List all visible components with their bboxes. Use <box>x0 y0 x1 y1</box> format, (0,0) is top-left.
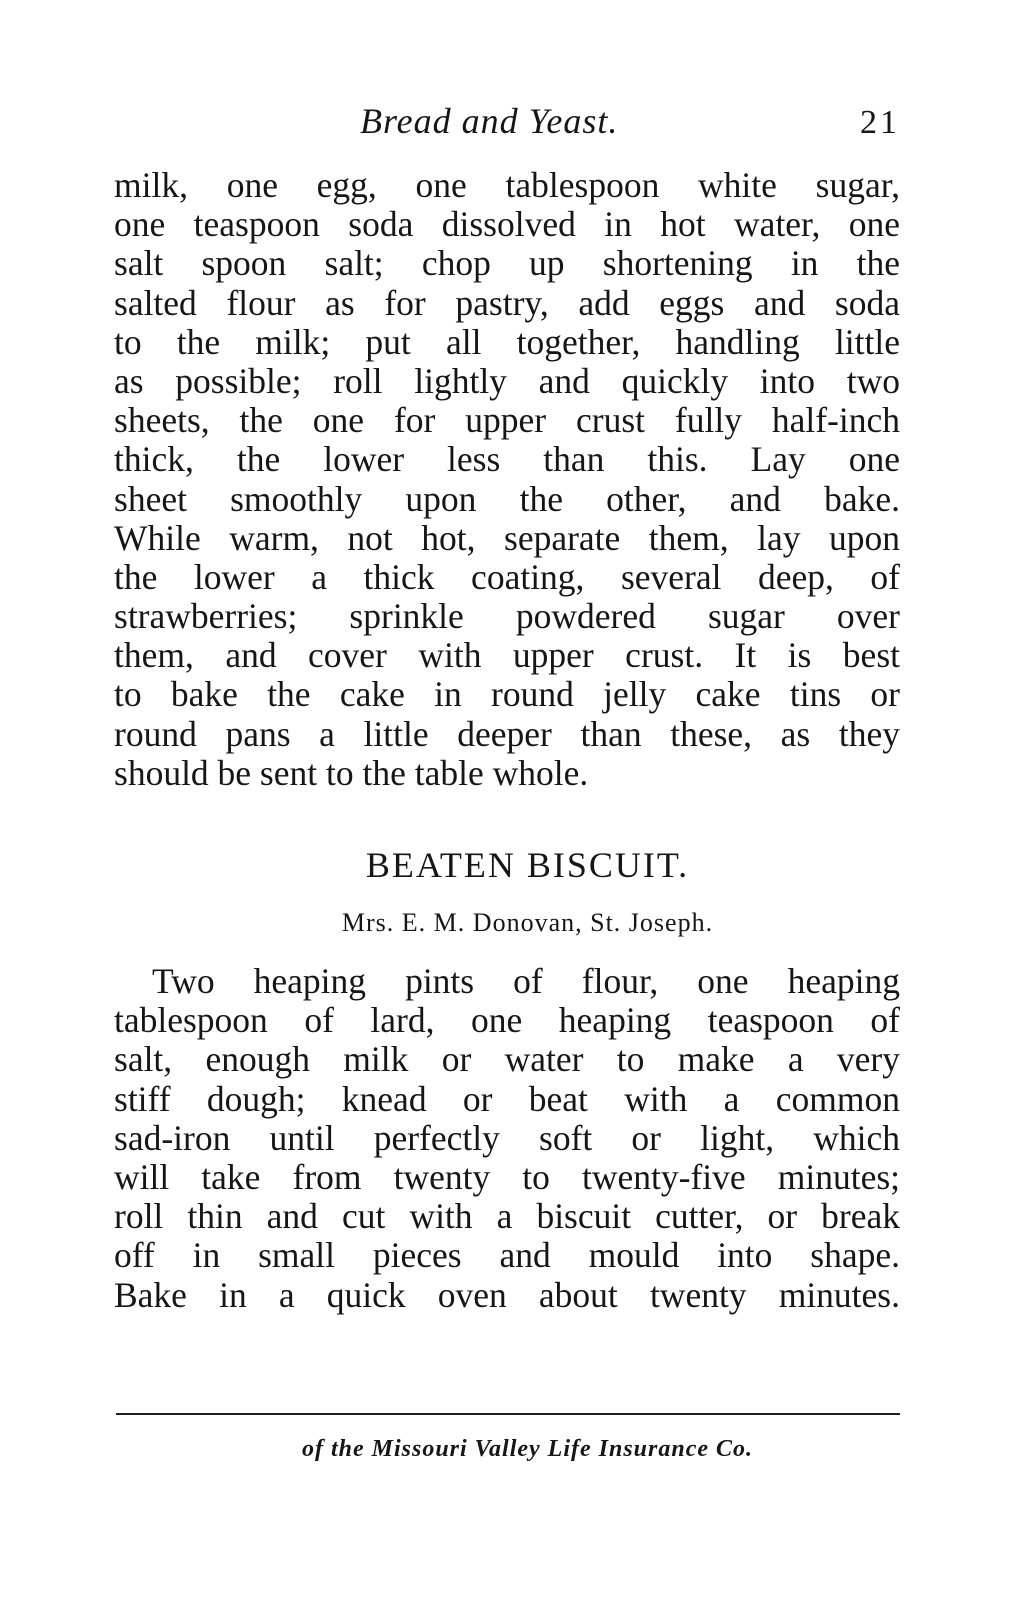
recipe-paragraph <box>114 962 900 1315</box>
text-line: salted flour as for pastry, add eggs and soda <box>114 282 900 323</box>
text-line: milk, one egg, one tablespoon white sugar, <box>114 165 900 205</box>
continued-paragraph <box>114 166 900 793</box>
text-line: roll thin and cut with a biscuit cutter, or break <box>114 1196 900 1237</box>
text-line: sheets, the one for upper crust fully half-inch <box>114 400 900 441</box>
text-line: strawberries; sprinkle powdered sugar over <box>114 596 900 637</box>
footer-imprint: of the Missouri Valley Life Insurance Co. <box>301 1436 754 1462</box>
text-line: salt spoon salt; chop up shortening in the <box>114 243 900 284</box>
text-line: Bake in a quick oven about twenty minutes. <box>114 1274 900 1315</box>
running-title: Bread and Yeast. <box>360 101 619 141</box>
text-line: salt, enough milk or water to make a very <box>114 1039 900 1080</box>
text-line: them, and cover with upper crust. It is best <box>114 635 900 676</box>
recipe-title: BEATEN BISCUIT. <box>365 845 690 885</box>
text-line: to bake the cake in round jelly cake tins or <box>114 674 900 715</box>
footer-rule <box>116 1413 900 1415</box>
text-line: tablespoon of lard, one heaping teaspoon of <box>114 1000 900 1041</box>
text-line: one teaspoon soda dissolved in hot water, one <box>114 204 900 245</box>
text-line: the lower a thick coating, several deep, of <box>114 556 900 597</box>
text-line: as possible; roll lightly and quickly into two <box>114 360 900 401</box>
running-head <box>114 100 900 148</box>
text-line: sheet smoothly upon the other, and bake. <box>114 478 900 519</box>
text-line: round pans a little deeper than these, as they <box>114 713 900 754</box>
text-line: stiff dough; knead or beat with a common <box>114 1078 900 1119</box>
text-line: While warm, not hot, separate them, lay upon <box>114 517 900 558</box>
recipe-attribution: Mrs. E. M. Donovan, St. Joseph. <box>341 908 714 937</box>
text-line: to the milk; put all together, handling little <box>114 321 900 362</box>
text-line: will take from twenty to twenty-five minutes; <box>114 1156 900 1197</box>
text-line: off in small pieces and mould into shape. <box>114 1235 900 1276</box>
text-line: sad-iron until perfectly soft or light, which <box>114 1117 900 1158</box>
text-line: should be sent to the table whole. <box>114 752 589 793</box>
text-line: Two heaping pints of flour, one heaping <box>152 961 900 1001</box>
text-line: thick, the lower less than this. Lay one <box>114 439 900 480</box>
page-number: 21 <box>860 104 900 141</box>
